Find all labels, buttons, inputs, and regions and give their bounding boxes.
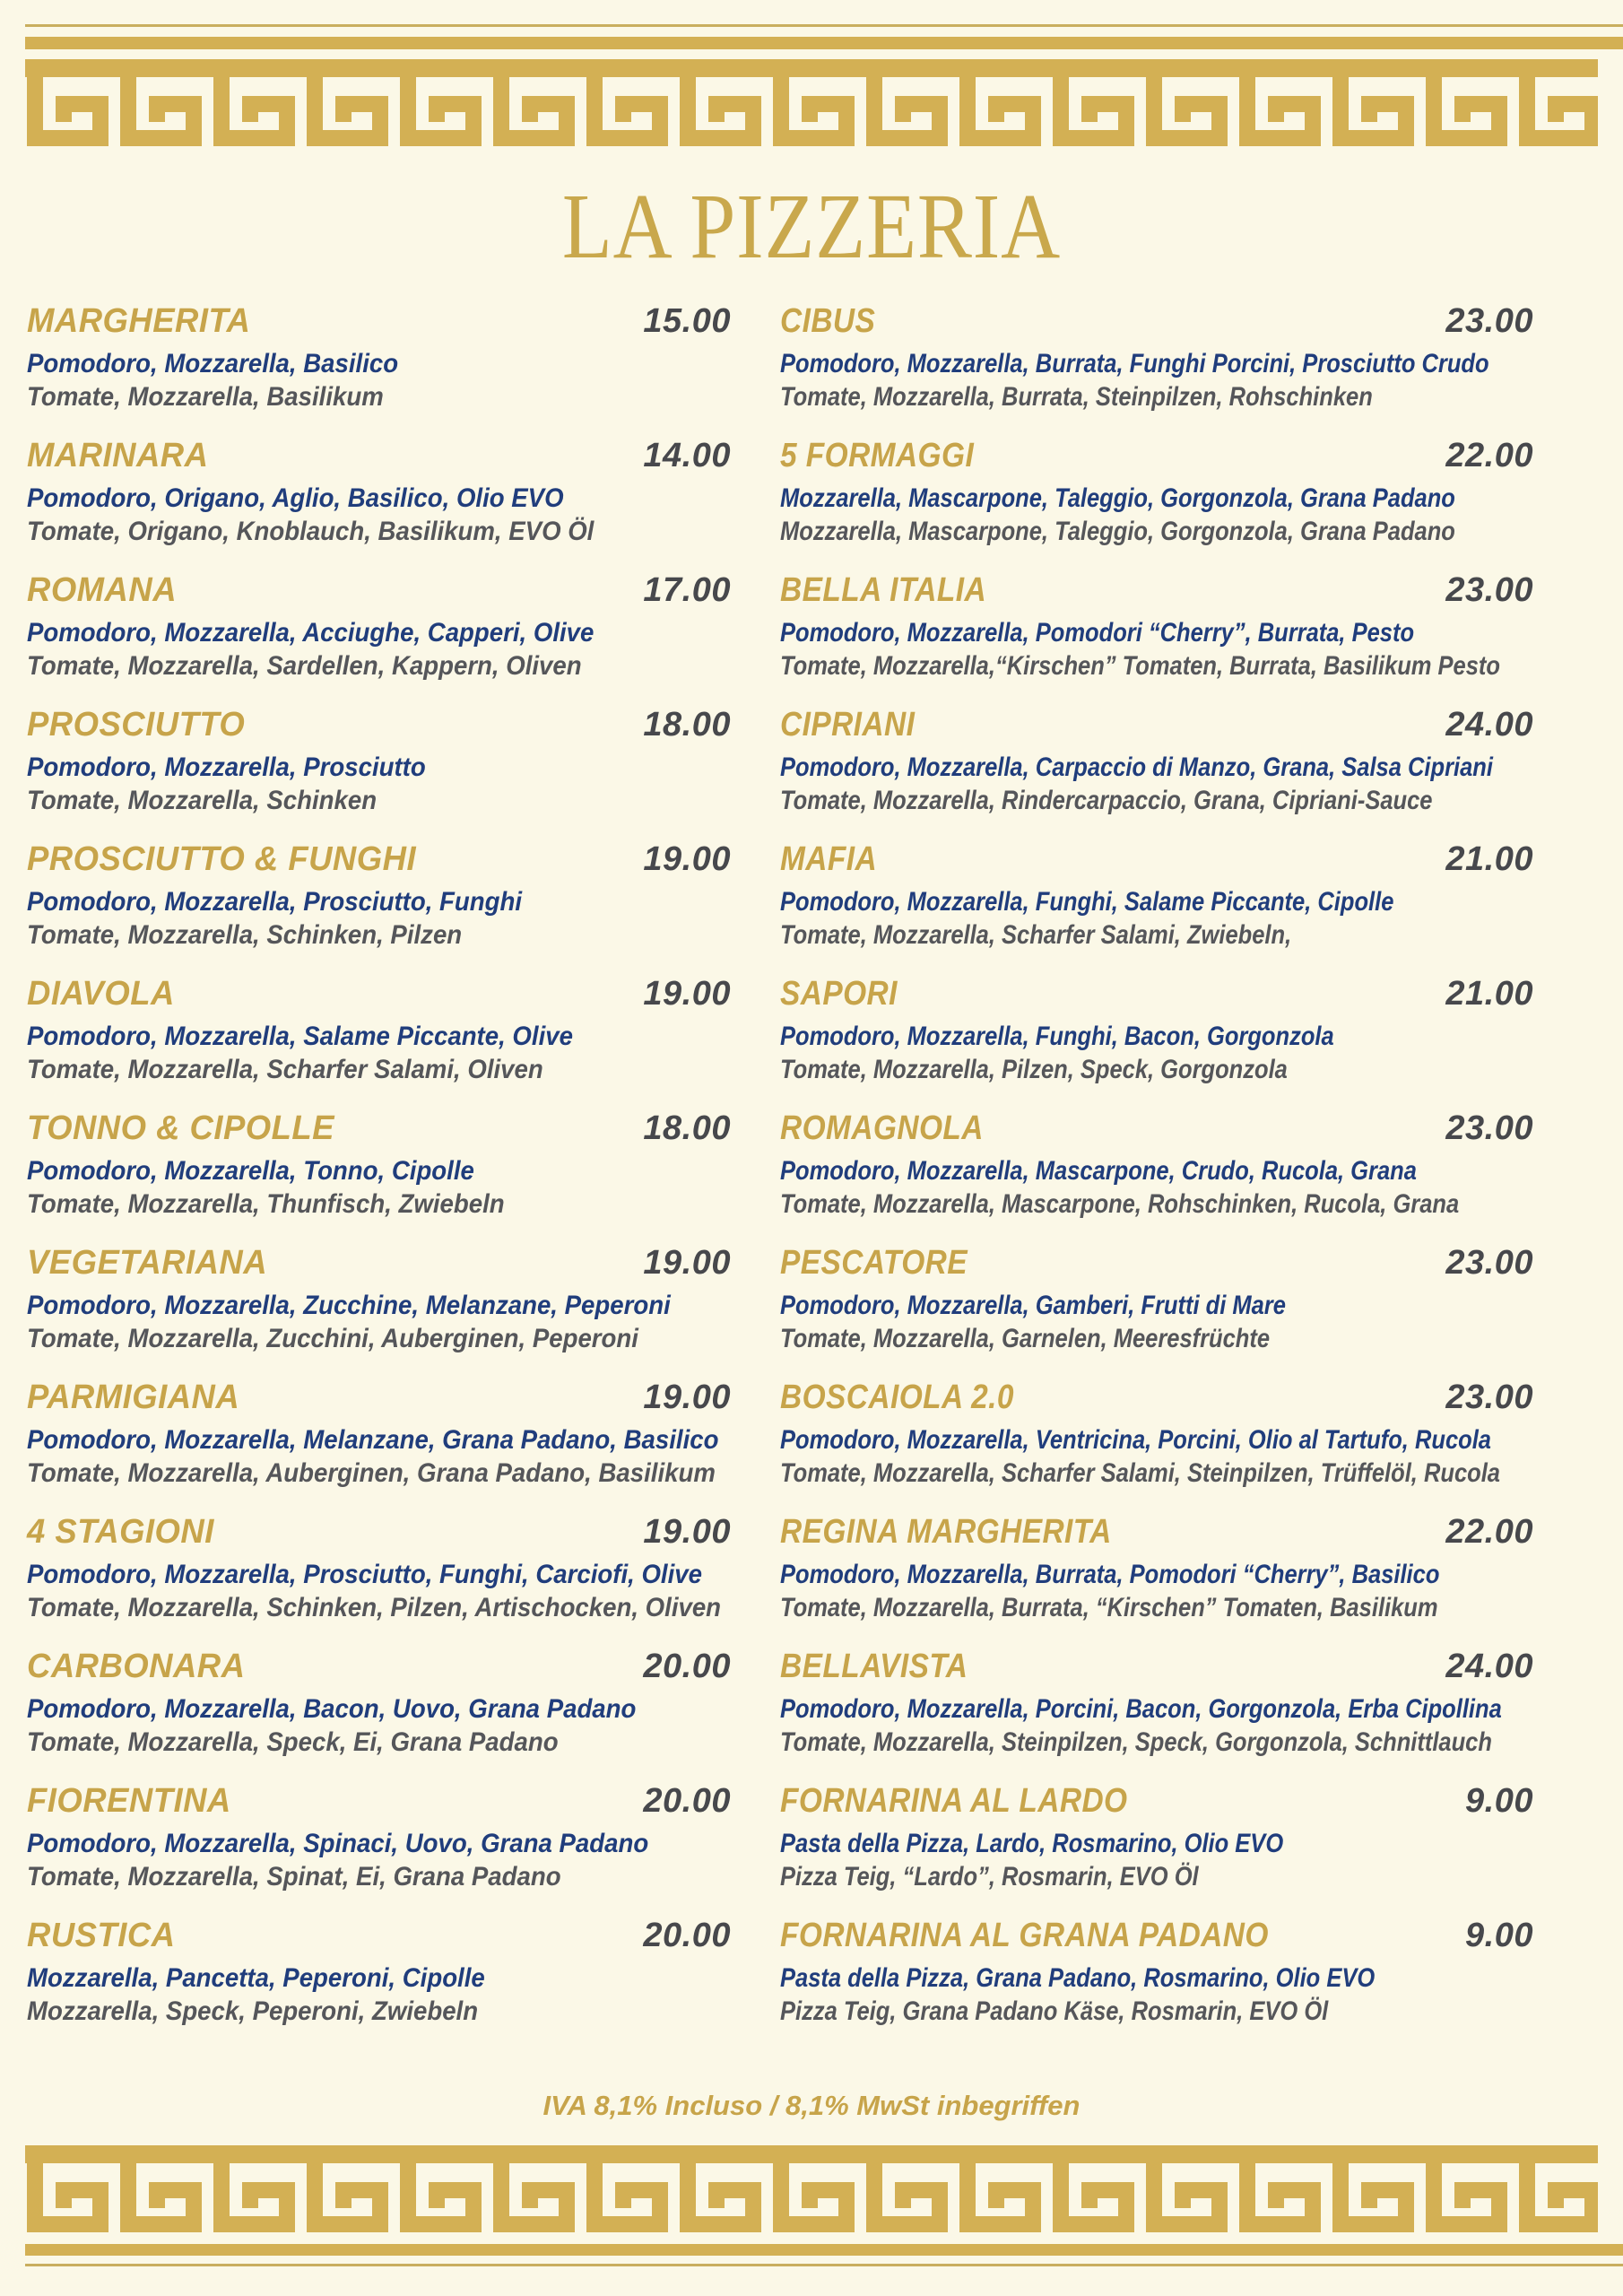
- item-ingredients-italian: Pomodoro, Mozzarella, Spinaci, Uovo, Grana Padano: [27, 1829, 649, 1858]
- item-ingredients-italian: Pomodoro, Mozzarella, Prosciutto, Funghi, Carciofi, Olive: [27, 1560, 702, 1589]
- item-price: 17.00: [643, 571, 731, 609]
- item-price: 22.00: [1445, 437, 1533, 474]
- item-ingredients-german: Tomate, Origano, Knoblauch, Basilikum, EVO Öl: [27, 517, 595, 546]
- menu-item-header: [27, 1780, 731, 1822]
- item-price: 19.00: [643, 1244, 731, 1282]
- item-ingredients-italian: Pomodoro, Mozzarella, Gamberi, Frutti di Mare: [780, 1291, 1286, 1320]
- item-ingredients-german: Tomate, Mozzarella, Scharfer Salami, Oliven: [27, 1055, 543, 1084]
- menu-item: [780, 1108, 1533, 1221]
- item-price: 19.00: [643, 840, 731, 878]
- menu-item: [780, 1646, 1533, 1759]
- menu-item: [27, 1377, 731, 1490]
- menu-item: [780, 704, 1533, 817]
- item-name: DIAVOLA: [27, 975, 175, 1013]
- menu-item-header: [780, 839, 1533, 880]
- menu-item: [780, 300, 1533, 413]
- item-name: RUSTICA: [27, 1917, 176, 1954]
- item-name: PROSCIUTTO: [27, 706, 246, 744]
- menu-item: [27, 1511, 731, 1624]
- item-ingredients-italian: Pasta della Pizza, Grana Padano, Rosmarino, Olio EVO: [780, 1963, 1376, 1993]
- menu-item-header: [780, 1780, 1533, 1822]
- menu-item-header: [27, 973, 731, 1014]
- menu-item: [27, 1646, 731, 1759]
- item-price: 23.00: [1445, 302, 1533, 340]
- item-ingredients-italian: Pomodoro, Mozzarella, Burrata, Pomodori “Cherry”, Basilico: [780, 1560, 1440, 1589]
- menu-item-header: [780, 1108, 1533, 1149]
- item-ingredients-italian: Pomodoro, Mozzarella, Mascarpone, Crudo, Rucola, Grana: [780, 1156, 1417, 1186]
- item-ingredients-german: Tomate, Mozzarella, Basilikum: [27, 382, 384, 412]
- item-ingredients-italian: Mozzarella, Mascarpone, Taleggio, Gorgonzola, Grana Padano: [780, 483, 1455, 513]
- menu-item: [27, 300, 731, 413]
- item-name: MAFIA: [780, 840, 878, 878]
- item-price: 20.00: [643, 1917, 731, 1954]
- item-ingredients-german: Tomate, Mozzarella, Auberginen, Grana Padano, Basilikum: [27, 1458, 716, 1488]
- gold-rule-thick-bottom: [25, 2244, 1623, 2256]
- menu-item-header: [27, 1108, 731, 1149]
- item-ingredients-german: Tomate, Mozzarella, Garnelen, Meeresfrüchte: [780, 1324, 1271, 1353]
- menu-item: [780, 1377, 1533, 1490]
- item-ingredients-italian: Pomodoro, Origano, Aglio, Basilico, Olio EVO: [27, 483, 564, 513]
- item-ingredients-german: Tomate, Mozzarella, Burrata, Steinpilzen, Rohschinken: [780, 382, 1373, 412]
- item-name: MARINARA: [27, 437, 209, 474]
- menu-item: [27, 435, 731, 548]
- item-price: 24.00: [1445, 1648, 1533, 1685]
- menu-item-header: [27, 1377, 731, 1418]
- item-price: 20.00: [643, 1648, 731, 1685]
- item-price: 9.00: [1465, 1782, 1533, 1820]
- item-name: PESCATORE: [780, 1244, 968, 1282]
- item-ingredients-german: Tomate, Mozzarella, Schinken, Pilzen: [27, 920, 463, 950]
- item-ingredients-german: Tomate, Mozzarella,“Kirschen” Tomaten, Burrata, Basilikum Pesto: [780, 651, 1500, 681]
- menu-item-header: [780, 1646, 1533, 1687]
- menu-item: [780, 435, 1533, 548]
- menu-item: [780, 570, 1533, 683]
- menu-item-header: [780, 973, 1533, 1014]
- item-name: PROSCIUTTO & FUNGHI: [27, 840, 417, 878]
- item-name: ROMAGNOLA: [780, 1109, 984, 1147]
- item-ingredients-german: Tomate, Mozzarella, Schinken: [27, 786, 378, 815]
- menu-item: [780, 1511, 1533, 1624]
- item-price: 19.00: [643, 1378, 731, 1416]
- item-ingredients-german: Tomate, Mozzarella, Burrata, “Kirschen” Tomaten, Basilikum: [780, 1593, 1438, 1622]
- item-ingredients-german: Tomate, Mozzarella, Thunfisch, Zwiebeln: [27, 1189, 505, 1219]
- item-price: 9.00: [1465, 1917, 1533, 1954]
- item-ingredients-italian: Pomodoro, Mozzarella, Porcini, Bacon, Gorgonzola, Erba Cipollina: [780, 1694, 1502, 1724]
- menu-item-header: [780, 300, 1533, 342]
- item-price: 23.00: [1445, 571, 1533, 609]
- item-ingredients-italian: Pasta della Pizza, Lardo, Rosmarino, Olio EVO: [780, 1829, 1284, 1858]
- item-name: CIPRIANI: [780, 706, 916, 744]
- menu-item-header: [27, 570, 731, 611]
- item-price: 23.00: [1445, 1109, 1533, 1147]
- menu-item: [27, 1242, 731, 1355]
- menu-item-header: [27, 1646, 731, 1687]
- menu-item-header: [27, 300, 731, 342]
- item-name: BELLA ITALIA: [780, 571, 987, 609]
- item-ingredients-italian: Pomodoro, Mozzarella, Burrata, Funghi Porcini, Prosciutto Crudo: [780, 349, 1489, 378]
- item-ingredients-german: Tomate, Mozzarella, Rindercarpaccio, Grana, Cipriani-Sauce: [780, 786, 1433, 815]
- item-ingredients-italian: Pomodoro, Mozzarella, Funghi, Bacon, Gorgonzola: [780, 1022, 1334, 1051]
- item-name: BELLAVISTA: [780, 1648, 968, 1685]
- item-ingredients-italian: Pomodoro, Mozzarella, Prosciutto, Funghi: [27, 887, 523, 917]
- item-ingredients-italian: Pomodoro, Mozzarella, Acciughe, Capperi, Olive: [27, 618, 595, 648]
- menu-column-right: [780, 300, 1533, 2049]
- item-ingredients-italian: Pomodoro, Mozzarella, Basilico: [27, 349, 399, 378]
- menu-item-header: [27, 1915, 731, 1956]
- item-ingredients-german: Tomate, Mozzarella, Scharfer Salami, Zwiebeln,: [780, 920, 1292, 950]
- item-name: REGINA MARGHERITA: [780, 1513, 1112, 1551]
- item-ingredients-german: Mozzarella, Mascarpone, Taleggio, Gorgonzola, Grana Padano: [780, 517, 1455, 546]
- item-ingredients-german: Tomate, Mozzarella, Steinpilzen, Speck, Gorgonzola, Schnittlauch: [780, 1727, 1492, 1757]
- menu-item-header: [27, 435, 731, 476]
- menu-item-header: [27, 839, 731, 880]
- menu-item-header: [27, 1511, 731, 1552]
- greek-key-border-top-icon: [25, 59, 1598, 147]
- item-price: 18.00: [643, 1109, 731, 1147]
- item-name: BOSCAIOLA 2.0: [780, 1378, 1014, 1416]
- menu-item: [780, 1242, 1533, 1355]
- menu-item: [780, 839, 1533, 952]
- menu-item: [780, 1780, 1533, 1893]
- tax-note: IVA 8,1% Incluso / 8,1% MwSt inbegriffen: [542, 2090, 1081, 2121]
- item-ingredients-german: Tomate, Mozzarella, Sardellen, Kappern, Oliven: [27, 651, 582, 681]
- item-name: VEGETARIANA: [27, 1244, 268, 1282]
- item-ingredients-italian: Pomodoro, Mozzarella, Salame Piccante, Olive: [27, 1022, 573, 1051]
- item-price: 23.00: [1445, 1378, 1533, 1416]
- item-ingredients-italian: Pomodoro, Mozzarella, Zucchine, Melanzane, Peperoni: [27, 1291, 671, 1320]
- item-ingredients-italian: Pomodoro, Mozzarella, Funghi, Salame Piccante, Cipolle: [780, 887, 1394, 917]
- item-name: CARBONARA: [27, 1648, 246, 1685]
- item-ingredients-german: Tomate, Mozzarella, Pilzen, Speck, Gorgonzola: [780, 1055, 1288, 1084]
- item-price: 19.00: [643, 1513, 731, 1551]
- item-ingredients-italian: Pomodoro, Mozzarella, Tonno, Cipolle: [27, 1156, 474, 1186]
- menu-item-header: [780, 1377, 1533, 1418]
- item-ingredients-italian: Mozzarella, Pancetta, Peperoni, Cipolle: [27, 1963, 485, 1993]
- item-price: 22.00: [1445, 1513, 1533, 1551]
- item-price: 21.00: [1445, 975, 1533, 1013]
- item-ingredients-german: Tomate, Mozzarella, Schinken, Pilzen, Artischocken, Oliven: [27, 1593, 722, 1622]
- item-price: 24.00: [1445, 706, 1533, 744]
- item-price: 15.00: [643, 302, 731, 340]
- gold-rule-thin-bottom: [25, 2264, 1623, 2266]
- item-name: TONNO & CIPOLLE: [27, 1109, 334, 1147]
- menu-column-left: [27, 300, 731, 2049]
- item-ingredients-german: Tomate, Mozzarella, Speck, Ei, Grana Padano: [27, 1727, 559, 1757]
- item-price: 19.00: [643, 975, 731, 1013]
- item-name: SAPORI: [780, 975, 898, 1013]
- gold-rule-thin-top: [25, 24, 1623, 27]
- item-name: PARMIGIANA: [27, 1378, 240, 1416]
- gold-rule-thick-top: [25, 37, 1623, 49]
- menu-item-header: [780, 570, 1533, 611]
- menu-item-header: [27, 1242, 731, 1283]
- greek-key-border-bottom-icon: [25, 2145, 1598, 2233]
- menu-columns: [27, 300, 1533, 2049]
- item-price: 21.00: [1445, 840, 1533, 878]
- item-ingredients-italian: Pomodoro, Mozzarella, Ventricina, Porcini, Olio al Tartufo, Rucola: [780, 1425, 1491, 1455]
- menu-item: [27, 839, 731, 952]
- menu-item: [27, 1780, 731, 1893]
- page-title: LA PIZZERIA: [561, 175, 1062, 278]
- menu-item: [27, 1108, 731, 1221]
- item-ingredients-italian: Pomodoro, Mozzarella, Bacon, Uovo, Grana Padano: [27, 1694, 637, 1724]
- menu-item-header: [780, 704, 1533, 745]
- item-name: FORNARINA AL GRANA PADANO: [780, 1917, 1269, 1954]
- item-name: 5 FORMAGGI: [780, 437, 975, 474]
- item-name: CIBUS: [780, 302, 876, 340]
- item-price: 23.00: [1445, 1244, 1533, 1282]
- menu-item-header: [780, 1915, 1533, 1956]
- menu-item: [27, 973, 731, 1086]
- menu-item: [27, 704, 731, 817]
- item-price: 18.00: [643, 706, 731, 744]
- item-name: 4 STAGIONI: [27, 1513, 214, 1551]
- menu-item-header: [780, 1511, 1533, 1552]
- item-name: MARGHERITA: [27, 302, 251, 340]
- menu-item: [27, 570, 731, 683]
- item-ingredients-german: Pizza Teig, “Lardo”, Rosmarin, EVO Öl: [780, 1862, 1199, 1892]
- menu-item: [780, 973, 1533, 1086]
- item-ingredients-german: Tomate, Mozzarella, Zucchini, Auberginen, Peperoni: [27, 1324, 638, 1353]
- menu-item-header: [780, 435, 1533, 476]
- item-ingredients-german: Pizza Teig, Grana Padano Käse, Rosmarin, EVO Öl: [780, 1996, 1329, 2026]
- menu-item-header: [780, 1242, 1533, 1283]
- menu-item-header: [27, 704, 731, 745]
- item-ingredients-italian: Pomodoro, Mozzarella, Melanzane, Grana Padano, Basilico: [27, 1425, 719, 1455]
- item-ingredients-italian: Pomodoro, Mozzarella, Pomodori “Cherry”, Burrata, Pesto: [780, 618, 1415, 648]
- item-ingredients-german: Tomate, Mozzarella, Spinat, Ei, Grana Padano: [27, 1862, 561, 1892]
- item-ingredients-italian: Pomodoro, Mozzarella, Carpaccio di Manzo, Grana, Salsa Cipriani: [780, 752, 1493, 782]
- item-name: ROMANA: [27, 571, 178, 609]
- item-name: FORNARINA AL LARDO: [780, 1782, 1128, 1820]
- item-ingredients-italian: Pomodoro, Mozzarella, Prosciutto: [27, 752, 426, 782]
- item-name: FIORENTINA: [27, 1782, 231, 1820]
- item-ingredients-german: Tomate, Mozzarella, Scharfer Salami, Steinpilzen, Trüffelöl, Rucola: [780, 1458, 1500, 1488]
- item-ingredients-german: Mozzarella, Speck, Peperoni, Zwiebeln: [27, 1996, 479, 2026]
- item-ingredients-german: Tomate, Mozzarella, Mascarpone, Rohschinken, Rucola, Grana: [780, 1189, 1460, 1219]
- menu-item: [27, 1915, 731, 2028]
- menu-item: [780, 1915, 1533, 2028]
- item-price: 20.00: [643, 1782, 731, 1820]
- item-price: 14.00: [643, 437, 731, 474]
